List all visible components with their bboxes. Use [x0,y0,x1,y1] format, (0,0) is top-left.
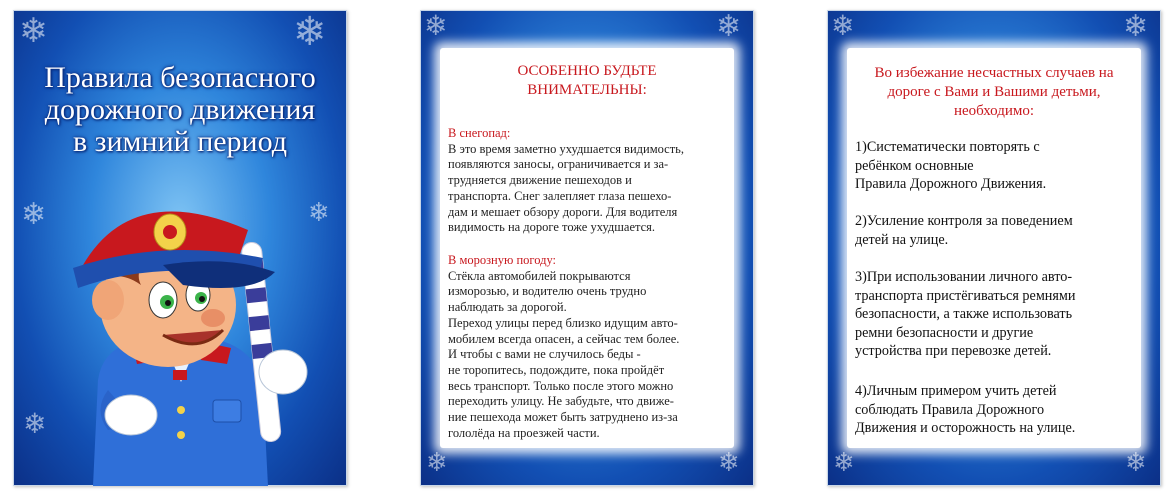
snowflake-icon: ❄ [718,448,740,478]
paragraph-line: видимость на дороге тоже ухудшается. [448,220,656,235]
item-line: устройства при перевозке детей. [855,343,1052,359]
paragraph-line: транспорта. Снег залепляет глаза пешехо- [448,188,672,203]
item-line: ремни безопасности и другие [855,324,1034,341]
paragraph-line: мобилем всегда опасен, а сейчас тем более. [448,331,680,346]
snowflake-icon: ❄ [426,448,448,478]
item-line: транспорта пристёгиваться ремнями [855,287,1076,304]
heading-line: необходимо: [953,103,1035,119]
paragraph-line: Стёкла автомобилей покрываются [448,268,631,283]
heading-line: ОСОБЕННО БУДЬТЕ [517,63,657,79]
paragraph-line: изморозью, и водителю очень трудно [448,284,647,299]
item-line: детей на улице. [855,231,949,248]
snowflake-icon: ❄ [19,11,48,51]
item-line: 1)Систематически повторять с [855,139,1040,155]
text-card [847,48,1141,448]
paragraph-line: дам и мешает обзору дороги. Для водителя [448,204,678,219]
heading-line: Во избежание несчастных случаев на [874,65,1114,81]
item-line: 3)При использовании личного авто- [855,269,1073,285]
paragraph-line: В это время заметно ухудшается видимость, [448,141,685,156]
paragraph-line: трудняется движение пешеходов и [448,173,632,188]
item-line: ребёнком основные [855,157,974,174]
recommendation-item [855,212,1135,249]
cover-panel [13,10,347,486]
snowflake-icon: ❄ [1123,10,1149,44]
snowflake-icon: ❄ [831,10,855,42]
snowflake-icon: ❄ [424,10,448,42]
snowflake-icon: ❄ [833,448,855,478]
item-line: соблюдать Правила Дорожного [855,401,1045,418]
section-title: В морозную погоду: [448,253,557,267]
heading-line: дороге с Вами и Вашими детьми, [887,84,1101,100]
item-line: 2)Усиление контроля за поведением [855,213,1073,229]
paragraph-line: И чтобы с вами не случилось беды - [448,347,641,362]
paragraph-line: весь транспорт. Только после этого можно [448,378,674,393]
item-line: Правила Дорожного Движения. [855,176,1047,192]
recommendation-item [855,382,1135,438]
paragraph-line: ние пешехода может быть затруднено из-за [448,410,678,425]
snowflake-icon: ❄ [308,198,330,228]
recommendations-heading [847,64,1141,121]
heading-line: ВНИМАТЕЛЬНЫ: [527,82,647,98]
frost-section [448,253,728,441]
item-line: 4)Личным примером учить детей [855,383,1057,399]
paragraph-line: не торопитесь, подождите, пока пройдёт [448,362,665,377]
recommendation-item [855,268,1135,361]
title-line: в зимний период [72,125,288,158]
snowflake-icon: ❄ [716,10,742,44]
winter-caution-panel [420,10,754,486]
snowfall-section [448,126,728,236]
paragraph-line: Переход улицы перед близко идущим авто- [448,315,678,330]
snowflake-icon: ❄ [23,407,47,440]
paragraph-line: наблюдать за дорогой. [448,300,567,315]
snowflake-icon: ❄ [1125,448,1147,478]
section-title: В снегопад: [448,126,511,140]
item-line: безопасности, а также использовать [855,306,1073,322]
item-line: Движения и осторожность на улице. [855,420,1076,436]
snowflake-icon: ❄ [293,10,327,55]
title-line: Правила безопасного [44,61,316,94]
paragraph-line: переходить улицу. Не забудьте, что движе- [448,394,674,409]
caution-heading [440,62,734,100]
recommendation-item [855,138,1135,194]
paragraph-line: появляются заносы, ограничивается и за- [448,157,669,172]
snowflake-icon: ❄ [21,197,47,232]
paragraph-line: гололёда на проезжей части. [448,425,600,440]
traffic-officer-illustration [13,10,347,486]
recommendations-panel [827,10,1161,486]
title-line: дорожного движения [44,93,316,126]
text-card [440,48,734,448]
